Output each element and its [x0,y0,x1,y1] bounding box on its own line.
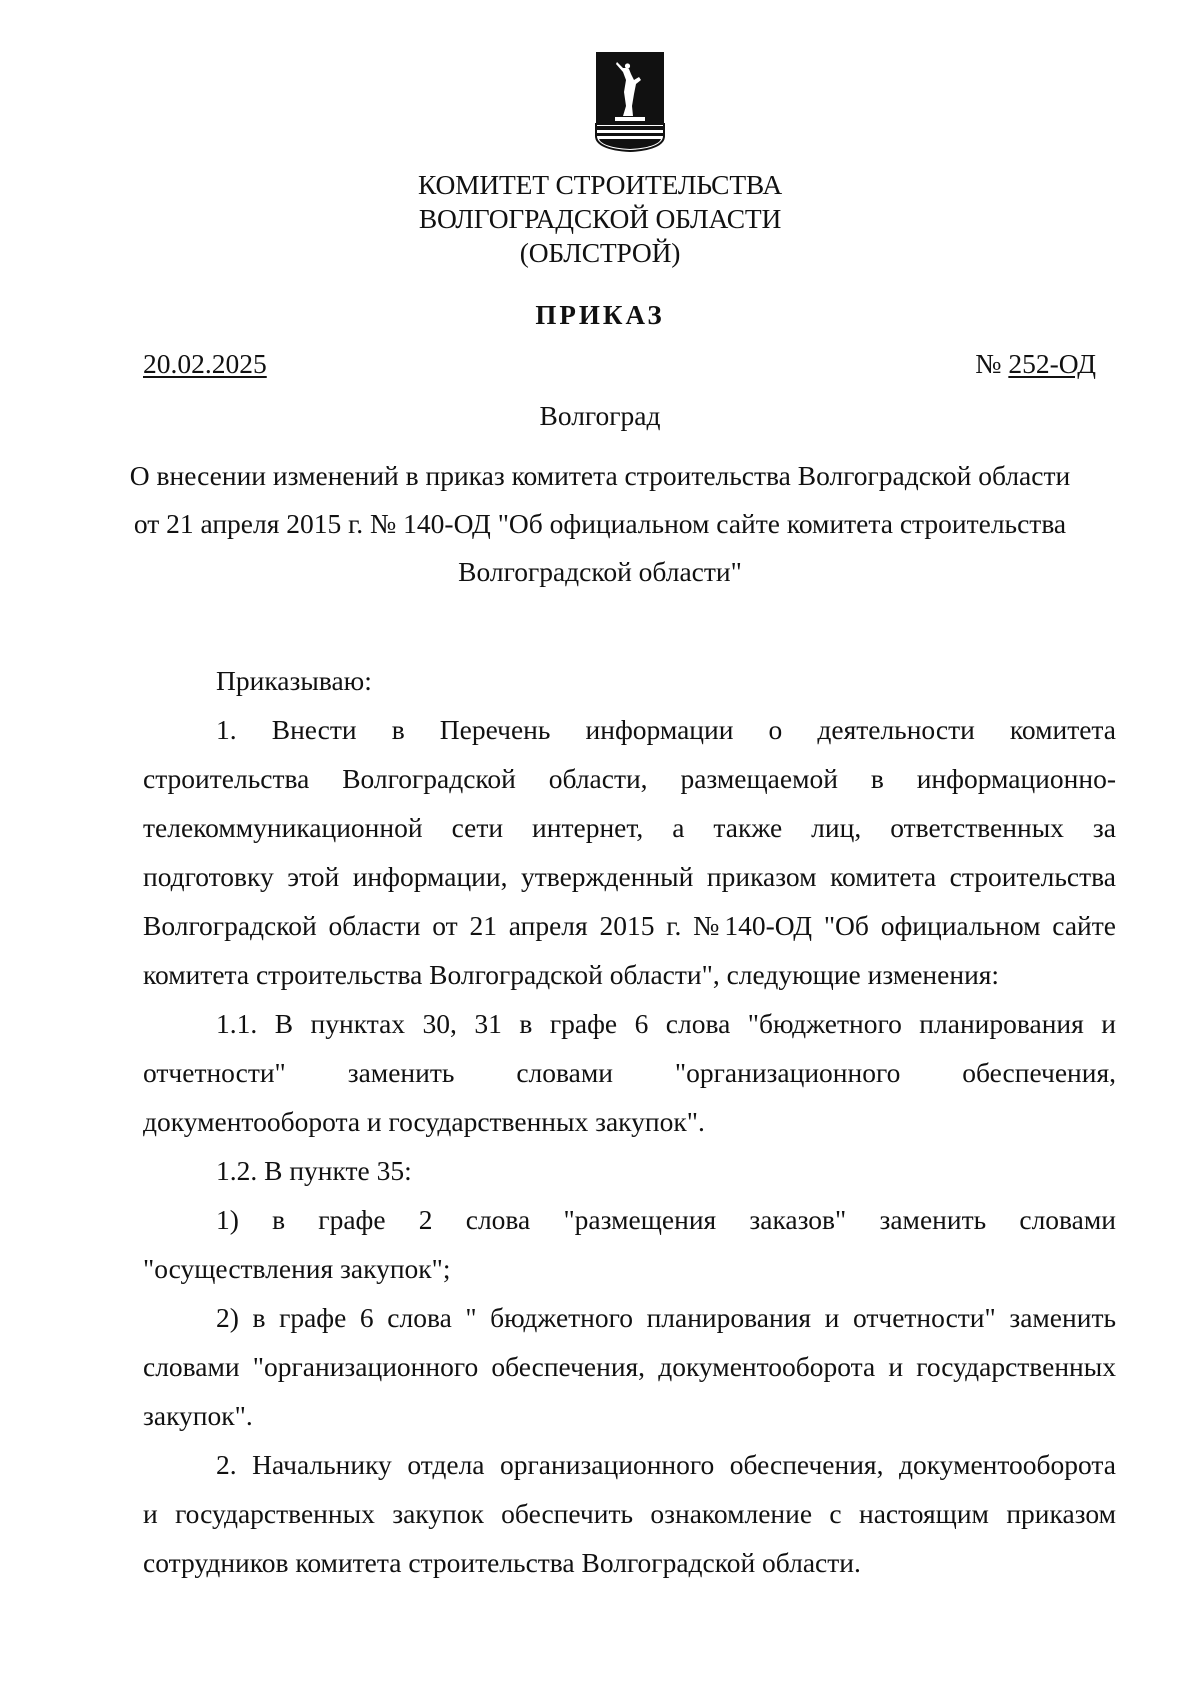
document-type-title: ПРИКАЗ [535,300,665,330]
subject-line-3: Волгоградской области" [458,556,742,587]
body-line: "осуществления закупок"; [143,1253,451,1284]
body-line: сотрудников комитета строительства Волгоградской области. [143,1547,861,1578]
body-line: и государственных закупок обеспечить ознакомление с настоящим приказом [143,1498,1116,1529]
org-name-line-1: КОМИТЕТ СТРОИТЕЛЬСТВА [418,169,782,200]
body-line: 2. Начальнику отдела организационного обеспечения, документооборота [216,1449,1116,1480]
subject-line-1: О внесении изменений в приказ комитета строительства Волгоградской области [129,460,1071,491]
body-line: строительства Волгоградской области, размещаемой в информационно- [143,763,1116,794]
subject-line-2: от 21 апреля 2015 г. № 140-ОД "Об официальном сайте комитета строительства [133,508,1067,539]
org-name-line-2: ВОЛГОГРАДСКОЙ ОБЛАСТИ [418,203,782,234]
body-line: 1.2. В пункте 35: [216,1155,412,1186]
number-value: 252-ОД [1008,348,1096,379]
body-line: 1. Внести в Перечень информации о деятельности комитета [216,714,1116,745]
body-line: документооборота и государственных закупок". [143,1106,705,1137]
document-city: Волгоград [539,400,661,431]
document-number [975,348,1096,380]
body-line: комитета строительства Волгоградской области", следующие изменения: [143,959,1000,990]
number-sign: № [975,348,1002,379]
body-line: отчетности" заменить словами "организационного обеспечения, [143,1057,1116,1088]
body-line: подготовку этой информации, утвержденный приказом комитета строительства [143,861,1116,892]
document-date: 20.02.2025 [143,348,267,379]
body-line: словами "организационного обеспечения, документооборота и государственных [143,1351,1116,1382]
body-line: 1) в графе 2 слова "размещения заказов" заменить словами [216,1204,1116,1235]
body-line: Волгоградской области от 21 апреля 2015 г. №140-ОД "Об официальном сайте [143,910,1116,941]
body-line: Приказываю: [216,665,372,696]
body-line: телекоммуникационной сети интернет, а также лиц, ответственных за [143,812,1116,843]
order-body [143,656,1116,1587]
body-line: закупок". [143,1400,253,1431]
coat-of-arms-icon [593,50,667,154]
body-line: 2) в графе 6 слова " бюджетного планирования и отчетности" заменить [216,1302,1116,1333]
body-line: 1.1. В пунктах 30, 31 в графе 6 слова "бюджетного планирования и [216,1008,1116,1039]
org-short-name: (ОБЛСТРОЙ) [519,237,681,268]
